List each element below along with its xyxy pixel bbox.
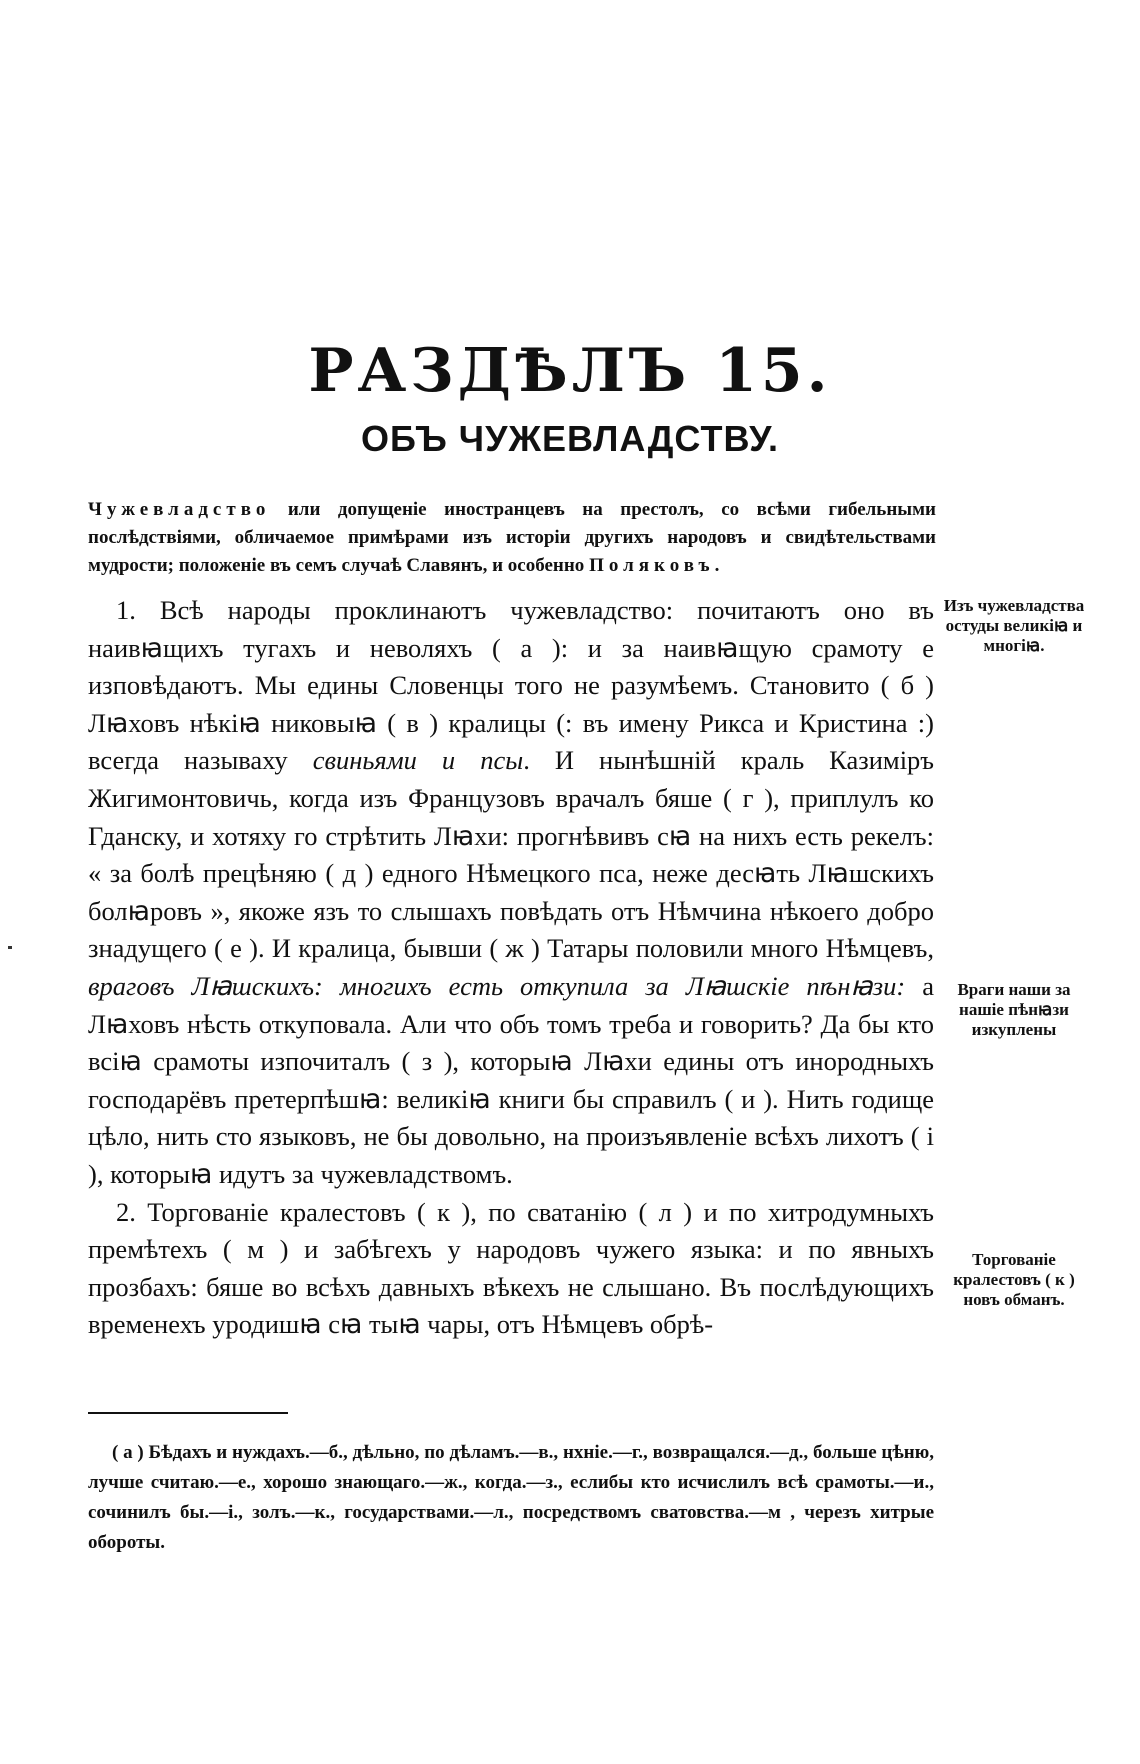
- footnote-rule: [88, 1412, 288, 1414]
- paragraph-1-part-2: . И нынѣшній краль Казиміръ Жигимонтовичь, когда изъ Французовъ врачалъ бяше ( г ), приплулъ ко Гданску, и хотяху го стрѣтить Лꙗхи: прогнѣвивъ сꙗ на нихъ есть рекелъ: « за болѣ прецѣняю ( д ) едного Нѣмецкого пса, неже десꙗть Лꙗшскихъ болꙗровъ », якоже язъ то слышахъ повѣдать отъ Нѣмчина нѣкоего добро знадущего ( е ). И кралица, бывши ( ж ) Татары половили много Нѣмцевъ,: [88, 745, 935, 964]
- summary-tail: Поляковъ.: [589, 555, 725, 576]
- paragraph-1-part-3: а Лꙗховъ нѣсть откуповала. Али что объ томъ треба и говорить? Да бы кто всіꙗ срамоты изпочиталъ ( з ), которыꙗ Лꙗхи едины отъ инородныхъ господарёвъ претерпѣшꙗ: великіꙗ книги бы справилъ ( и ). Нить годище цѣло, нить сто языковъ, не бы довольно, на произъявленіе всѣхъ лихотъ ( і ), которыꙗ идутъ за чужевладствомъ.: [88, 970, 934, 1189]
- summary-lead: Чужевладство: [88, 499, 271, 520]
- margin-note-2: Враги наши за нашіе пѣнꙗзи изкуплены: [957, 980, 1071, 1039]
- paragraph-1-italic-2: враговъ Лꙗшскихъ: многихъ есть откупила за Лꙗшскіе пѣнꙗзи:: [88, 970, 906, 1001]
- body-text: [88, 592, 934, 1344]
- chapter-title: РАЗДѢЛЪ 15.: [308, 336, 832, 406]
- paragraph-2: 2. Торгованіе кралестовъ ( к ), по сватанію ( л ) и по хитродумныхъ премѣтехъ ( м ) и забѣгехъ у народовъ чужего языка: и по явныхъ прозбахъ: бяше во всѣхъ давныхъ вѣкехъ не слышано. Въ послѣдующихъ временехъ уродишꙗ сꙗ тыꙗ чары, отъ Нѣмцевъ обрѣ-: [88, 1196, 934, 1340]
- summary-text: или допущеніе иностранцевъ на престолъ, со всѣми гибельными послѣдствіями, обличаемое примѣрами изъ исторіи другихъ народовъ и свидѣтельствами мудрости; положеніе въ семъ случаѣ Славянъ, и особенно: [88, 499, 936, 576]
- chapter-summary: [88, 496, 936, 580]
- margin-note-3: Торгованіе кралестовъ ( к ) новъ обманъ.: [953, 1250, 1075, 1309]
- paragraph-1: [88, 592, 934, 1194]
- paragraph-1-part-1: 1. Всѣ народы проклинаютъ чужевладство: почитаютъ оно въ наивꙗщихъ тугахъ и неволяхъ ( а ): и за наивꙗщую срамоту е изповѣдаютъ. Мы едины Словенцы того не разумѣемъ. Становито ( б ) Лꙗховъ нѣкіꙗ никовыꙗ ( в ) кралицы (: въ имену Рикса и Кристина :) всегда называху: [88, 595, 934, 776]
- footnotes: ( а ) Бѣдахъ и нуждахъ.—б., дѣльно, по дѣламъ.—в., нхніе.—г., возвращался.—д., больше цѣню, лучше считаю.—е., хорошо знающаго.—ж., когда.—з., еслибы кто исчислилъ всѣ срамоты.—и., сочинилъ бы.—і., золъ.—к., государствами.—л., посредствомъ сватовства.—м , черезъ хитрые обороты.: [88, 1442, 934, 1553]
- paragraph-1-italic-1: свиньями и псы: [312, 745, 524, 776]
- scan-speck: [8, 946, 12, 949]
- chapter-subtitle: ОБЪ ЧУЖЕВЛАДСТВУ.: [360, 418, 779, 459]
- margin-note-1: Изъ чужевладства остуды великіꙗ и многіꙗ.: [943, 596, 1085, 655]
